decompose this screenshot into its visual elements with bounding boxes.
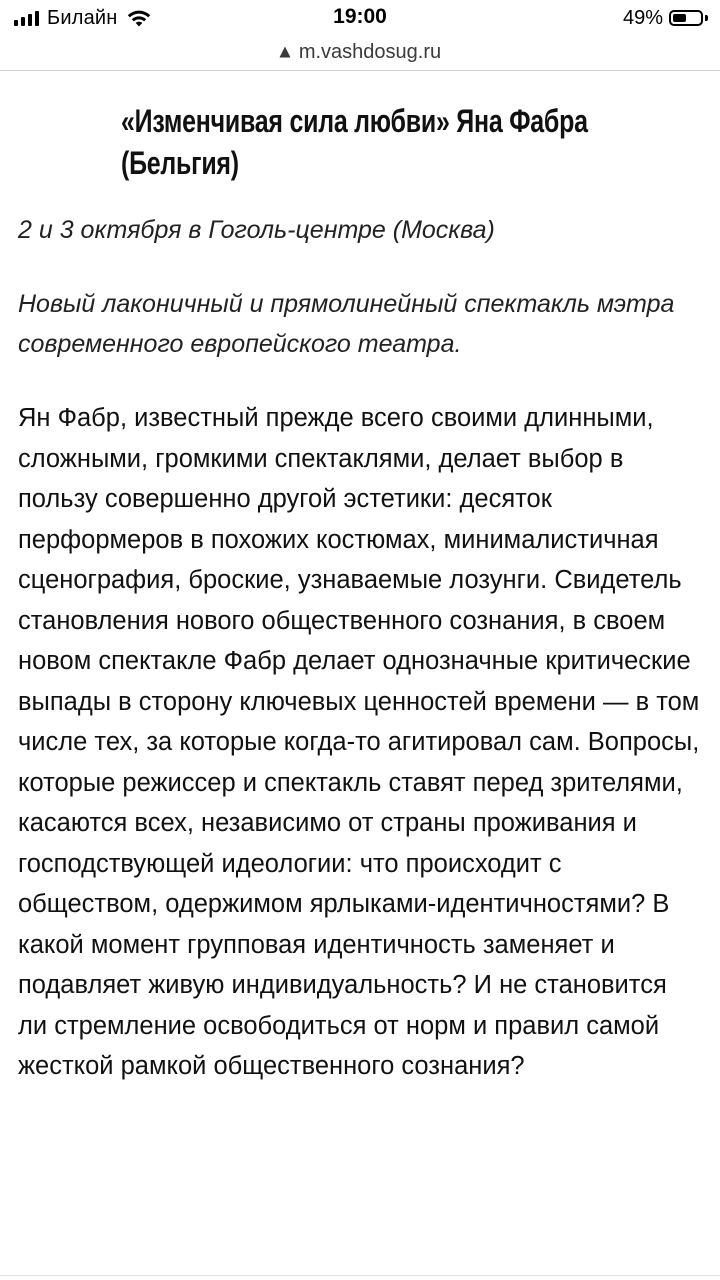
battery-icon [669,10,703,26]
header-divider [0,70,720,71]
battery-percent: 49% [622,6,663,29]
carrier-name: Билайн [47,6,118,29]
battery-fill [673,14,686,22]
bottom-divider [0,1275,720,1276]
status-bar [0,0,720,36]
url-text: m.vashdosug.ru [298,40,442,63]
status-right [623,6,708,30]
article [18,80,702,1087]
clock: 19:00 [333,5,387,28]
article-dateline: 2 и 3 октября в Гоголь-центре (Москва) [18,216,495,244]
article-body: Ян Фабр, известный прежде всего своими длинными, сложными, громкими спектаклями, делает выбор в пользу совершенно другой эстетики: десяток перформеров в похожих костюмах, минималистичная сценография, броские, узнаваемые лозунги. Свидетель становления нового общественного сознания, в своем новом спектакле Фабр делает однозначные критические выпады в сторону ключевых ценностей времени — в том числе тех, за которые когда-то агитировал сам. Вопросы, которые режиссер и спектакль ставят перед зрителями, касаются всех, независимо от страны проживания и господствующей идеологии: что происходит с обществом, одержимом ярлыками-идентичностями? В какой момент групповая идентичность заменяет и подавляет живую индивидуальность? И не становится ли стремление освободиться от норм и правил самой жесткой рамкой общественного сознания? [18,404,700,1080]
battery-cap [705,15,708,21]
address-bar-inner [279,41,441,64]
address-bar[interactable] [0,36,720,68]
article-title: «Изменчивая сила любви» Яна Фабра (Бельгия) [121,103,588,181]
article-lead: Новый лаконичный и прямолинейный спектакль мэтра современного европейского театра. [18,290,675,358]
lock-icon [279,46,291,58]
